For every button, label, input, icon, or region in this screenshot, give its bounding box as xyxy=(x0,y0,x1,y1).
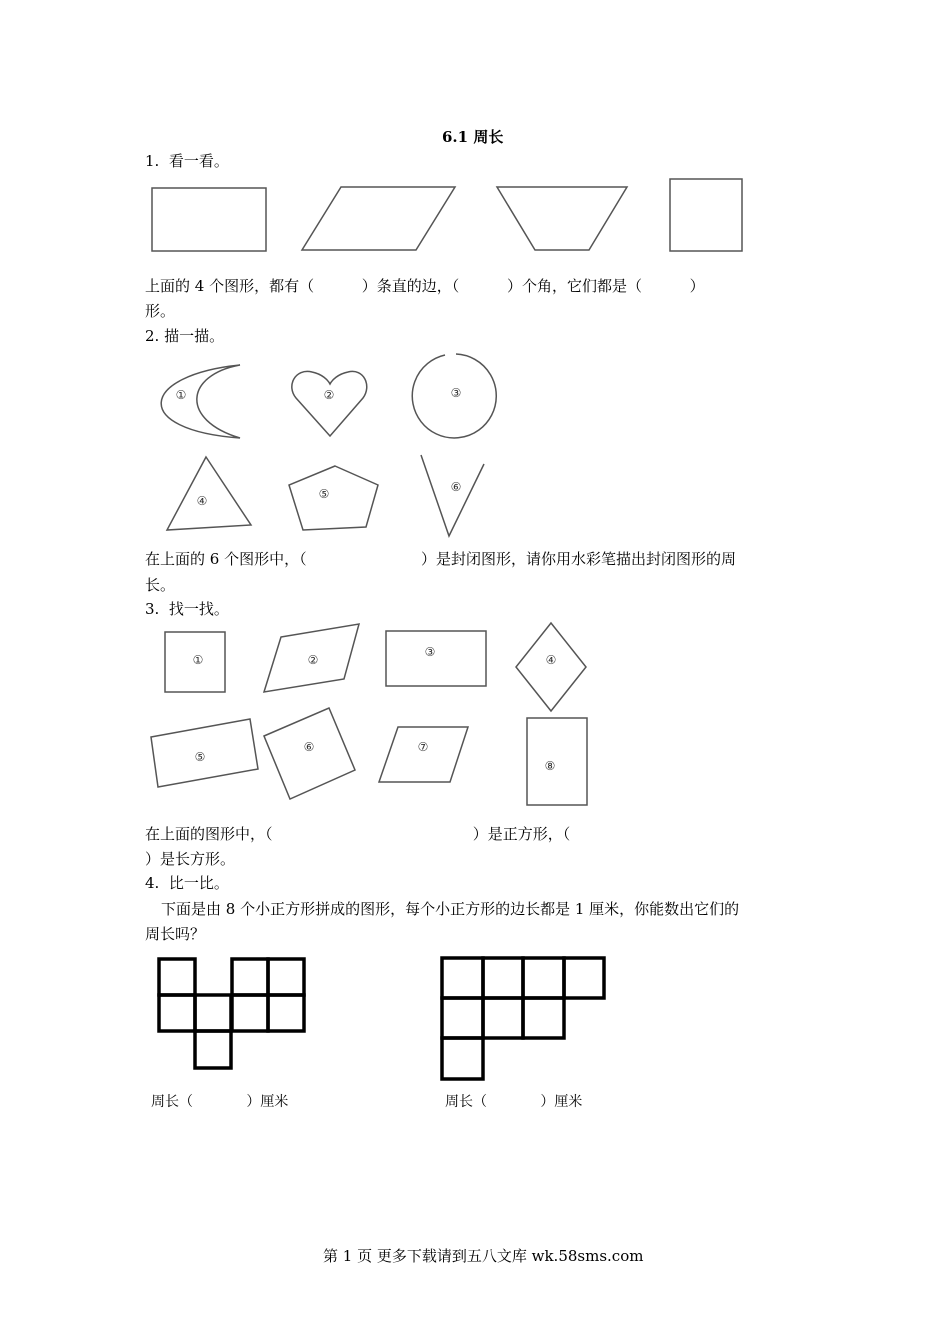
s1-parallelogram xyxy=(302,187,455,250)
s1-trapezoid xyxy=(497,187,627,250)
s2-pentagon-shape xyxy=(289,466,378,530)
section4-heading: 4. 比一比。 xyxy=(145,874,229,892)
s3-label-1: ① xyxy=(192,653,204,667)
perimeter-answer-left: 周长（ ）厘米 xyxy=(151,1094,289,1110)
s3-label-6: ⑥ xyxy=(303,740,315,754)
section4-question-line2: 周长吗？ xyxy=(145,925,206,943)
s1-square xyxy=(670,179,742,251)
section4-question-line1: 下面是由 8 个小正方形拼成的图形，每个小正方形的边长都是 1 厘米，你能数出它们的 xyxy=(161,900,740,918)
s3-label-2: ② xyxy=(307,653,319,667)
s2-label-2: ② xyxy=(323,388,335,402)
s3-label-8: ⑧ xyxy=(544,759,556,773)
section3-heading: 3. 找一找。 xyxy=(145,600,229,618)
section3-question-line1: 在上面的图形中，（ ）是正方形，（ xyxy=(145,825,571,843)
s4-left-figure xyxy=(159,959,304,1068)
page-footer: 第 1 页 更多下载请到五八文库 wk.58sms.com xyxy=(323,1247,644,1265)
section1-question-line1: 上面的 4 个图形，都有（ ）条直的边，（ ）个角，它们都是（ ） xyxy=(145,277,705,295)
s1-rectangle xyxy=(152,188,266,251)
s3-label-4: ④ xyxy=(545,653,557,667)
s2-label-4: ④ xyxy=(196,494,208,508)
s3-rectangle-3 xyxy=(386,631,486,686)
page-title: 6.1 周长 xyxy=(442,128,504,146)
s3-label-5: ⑤ xyxy=(194,750,206,764)
section1-heading: 1. 看一看。 xyxy=(145,152,229,170)
s2-open-v-shape xyxy=(421,455,484,536)
section2-question-line2: 长。 xyxy=(145,576,176,594)
s2-heart-shape xyxy=(292,371,367,436)
s2-triangle-shape xyxy=(167,457,251,530)
s3-label-7: ⑦ xyxy=(417,740,429,754)
s3-parallelogram-7 xyxy=(379,727,468,782)
section2-heading: 2. 描一描。 xyxy=(145,327,225,345)
section3-question-line2: ）是长方形。 xyxy=(145,850,236,868)
s2-label-1: ① xyxy=(175,388,187,402)
perimeter-answer-right: 周长（ ）厘米 xyxy=(445,1094,583,1110)
s2-label-5: ⑤ xyxy=(318,487,330,501)
section1-question-line2: 形。 xyxy=(145,302,176,320)
s2-label-3: ③ xyxy=(450,386,462,400)
s3-rectangle-8 xyxy=(527,718,587,805)
s4-right-figure xyxy=(442,958,604,1079)
section2-question-line1: 在上面的 6 个图形中，（ ）是封闭图形，请你用水彩笔描出封闭图形的周 xyxy=(145,550,737,568)
s2-label-6: ⑥ xyxy=(450,480,462,494)
s3-label-3: ③ xyxy=(424,645,436,659)
s2-crescent-shape xyxy=(161,365,240,438)
s3-rhombus-4 xyxy=(516,623,586,711)
